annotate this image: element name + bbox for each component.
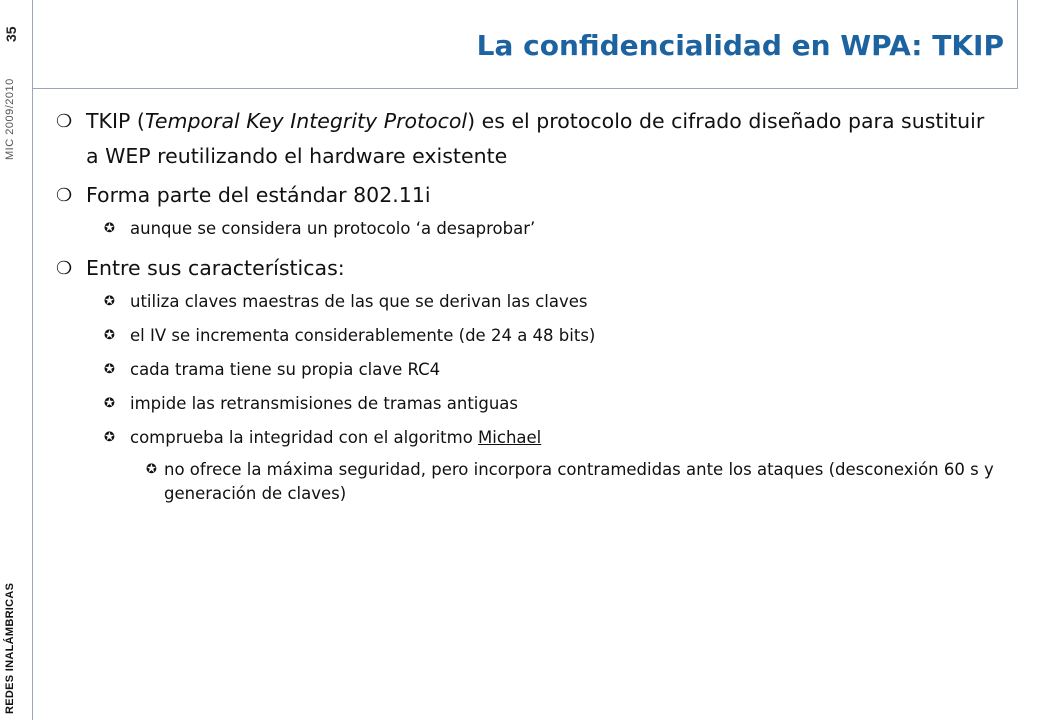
sub-bullet — [104, 324, 996, 348]
bullet-tkip — [56, 104, 996, 174]
michael-term: Michael — [478, 428, 542, 447]
star-bullet-icon: ✪ — [104, 221, 115, 236]
bullet-text-part: TKIP ( — [86, 109, 145, 133]
star-bullet-icon: ✪ — [146, 462, 157, 477]
bullet-text: Entre sus características: — [86, 256, 345, 280]
slide-title: La confidencialidad en WPA: TKIP — [476, 29, 1004, 62]
star-bullet-icon: ✪ — [104, 362, 115, 377]
sub-bullet-text: cada trama tiene su propia clave RC4 — [130, 360, 441, 379]
sub-bullet — [104, 217, 996, 241]
sub-sub-bullet-text: no ofrece la máxima seguridad, pero incorpora contramedidas ante los ataques (desconexión 60 s y generación de claves) — [164, 460, 994, 503]
star-bullet-icon: ✪ — [104, 328, 115, 343]
sub-sub-bullet — [146, 458, 996, 506]
slide-body — [56, 104, 996, 506]
bullet-text — [86, 104, 996, 174]
star-bullet-icon: ✪ — [104, 396, 115, 411]
bullet-text-italic: Temporal Key Integrity Protocol — [144, 109, 468, 133]
bullet-text-part: ) es el protocolo de cifrado diseñado para sustituir a WEP reutilizando el hardware existente — [86, 109, 985, 168]
course-label: MIC 2009/2010 — [4, 78, 16, 160]
sidebar — [0, 0, 32, 720]
bullet-icon: ❍ — [56, 111, 73, 132]
page-number: 35 — [3, 26, 19, 42]
vertical-divider — [32, 0, 33, 720]
bullet-icon: ❍ — [56, 185, 73, 206]
sub-bullet-text: aunque se considera un protocolo ‘a desaprobar’ — [130, 219, 536, 238]
bullet-features — [56, 251, 996, 286]
title-right-border — [1017, 0, 1018, 89]
bullet-icon: ❍ — [56, 258, 73, 279]
sub-bullet-text: el IV se incrementa considerablemente (de 24 a 48 bits) — [130, 326, 596, 345]
sub-bullet-text — [130, 426, 541, 450]
sub-bullet — [104, 290, 996, 314]
sub-bullet-text-part: comprueba la integridad con el algoritmo — [130, 428, 479, 447]
sub-bullet — [104, 392, 996, 416]
section-label: REDES INALÁMBRICAS — [4, 582, 16, 714]
bullet-standard — [56, 178, 996, 213]
star-bullet-icon: ✪ — [104, 294, 115, 309]
star-bullet-icon: ✪ — [104, 430, 115, 445]
bullet-text: Forma parte del estándar 802.11i — [86, 183, 431, 207]
sub-bullet-text: impide las retransmisiones de tramas antiguas — [130, 394, 519, 413]
sub-bullet — [104, 358, 996, 382]
title-underline — [32, 88, 1018, 89]
sub-bullet-text: utiliza claves maestras de las que se derivan las claves — [130, 292, 588, 311]
sub-bullet — [104, 426, 996, 450]
